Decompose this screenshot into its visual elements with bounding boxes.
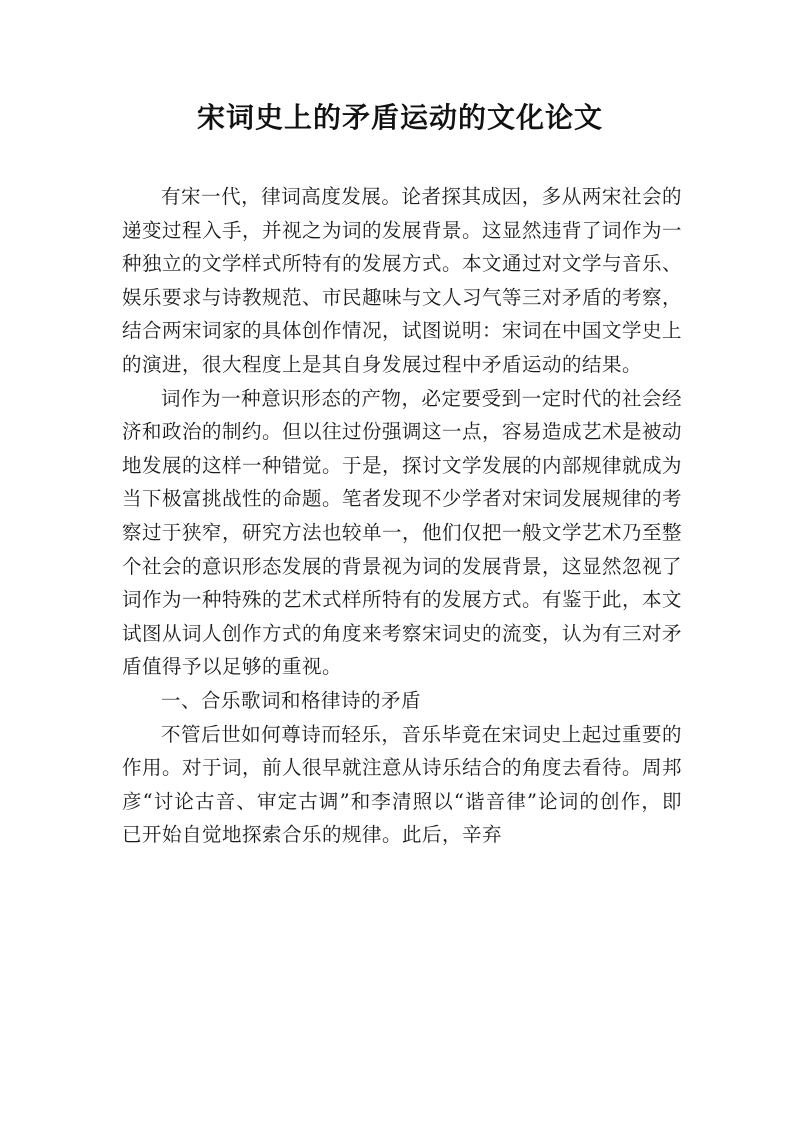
document-body: [122, 180, 682, 852]
paragraph-abstract: 有宋一代，律词高度发展。论者探其成因，多从两宋社会的递变过程入手，并视之为词的发展背景。这显然违背了词作为一种独立的文学样式所特有的发展方式。本文通过对文学与音乐、娱乐要求与诗教规范、市民趣味与文人习气等三对矛盾的考察，结合两宋词家的具体创作情况，试图说明：宋词在中国文学史上的演进，很大程度上是其自身发展过程中矛盾运动的结果。: [122, 185, 683, 376]
section-heading: 一、合乐歌词和格律诗的矛盾: [161, 688, 422, 712]
paragraph-section-1: 不管后世如何尊诗而轻乐，音乐毕竟在宋词史上起过重要的作用。对于词，前人很早就注意从诗乐结合的角度去看待。周邦彦“讨论古音、审定古调”和李清照以“谐音律”论词的创作，即已开始自觉地探索合乐的规律。此后，辛弃: [122, 722, 683, 847]
document-title: 宋词史上的矛盾运动的文化论文: [196, 101, 603, 134]
paragraph-intro: 词作为一种意识形态的产物，必定要受到一定时代的社会经济和政治的制约。但以往过份强调这一点，容易造成艺术是被动地发展的这样一种错觉。于是，探讨文学发展的内部规律就成为当下极富挑战性的命题。笔者发现不少学者对宋词发展规律的考察过于狭窄，研究方法也较单一，他们仅把一般文学艺术乃至整个社会的意识形态发展的背景视为词的发展背景，这显然忽视了词作为一种特殊的艺术式样所特有的发展方式。有鉴于此，本文试图从词人创作方式的角度来考察宋词史的流变，认为有三对矛盾值得予以足够的重视。: [122, 386, 683, 679]
